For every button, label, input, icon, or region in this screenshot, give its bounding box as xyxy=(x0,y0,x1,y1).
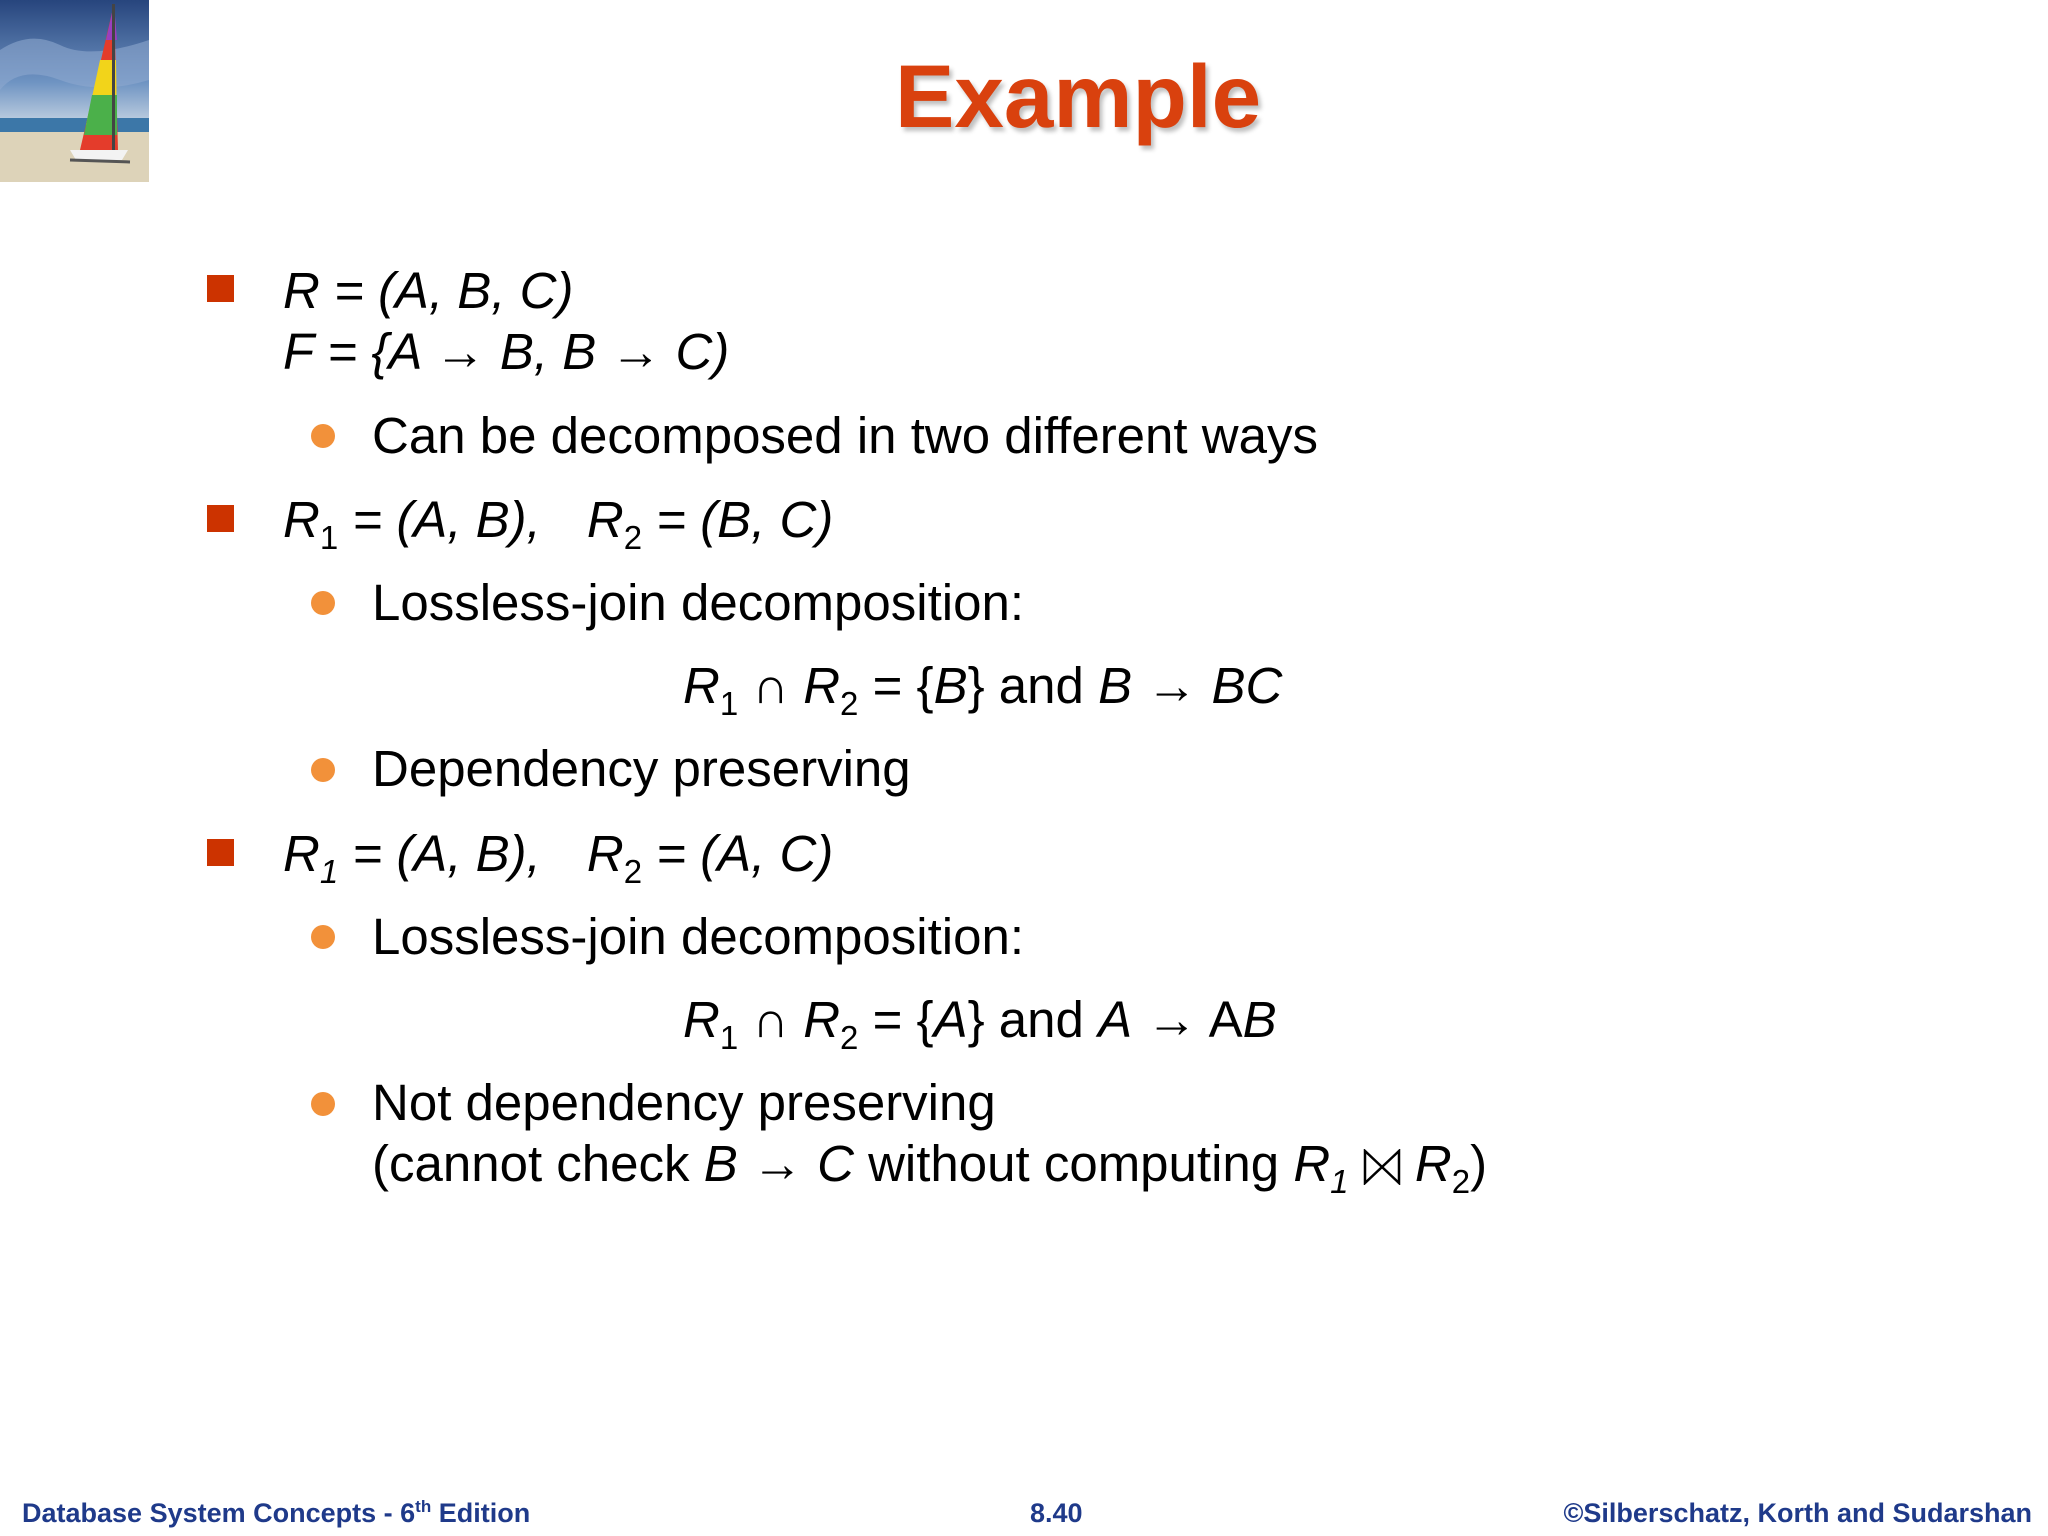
cannot-check-note: (cannot check B → C without computing $R_1$ $R_2$) xyxy=(372,1135,1488,1200)
lossless-join-label: Lossless-join decomposition: xyxy=(372,574,1024,631)
circle-bullet-icon xyxy=(311,758,335,782)
footer-slide-number: 8.40 xyxy=(1030,1498,1083,1528)
relation-definition: R = (A, B, C) xyxy=(283,262,574,319)
circle-bullet-icon xyxy=(311,1092,335,1116)
sailboat-logo xyxy=(0,0,149,182)
slide-title: Example xyxy=(895,46,1262,146)
circle-bullet-icon xyxy=(311,591,335,615)
footer-book-title: Database System Concepts - 6th Edition xyxy=(22,1497,531,1528)
lossless-join-label: Lossless-join decomposition: xyxy=(372,908,1024,965)
dependency-preserving-label: Dependency preserving xyxy=(372,740,911,797)
natural-join-icon xyxy=(1363,1142,1401,1193)
circle-bullet-icon xyxy=(311,925,335,949)
footer-copyright: ©Silberschatz, Korth and Sudarshan xyxy=(1563,1498,2032,1528)
decomposition-1: $R_1 = (A$, B), $R_2 = (B$, C) xyxy=(283,491,834,556)
lossless-join-equation: $R_1$ ∩ $R_2 = \{A\}$ and A → AB xyxy=(683,991,1277,1056)
decomposition-note: Can be decomposed in two different ways xyxy=(372,407,1318,464)
square-bullet-icon xyxy=(207,839,234,866)
square-bullet-icon xyxy=(207,275,234,302)
square-bullet-icon xyxy=(207,505,234,532)
not-dependency-preserving-label: Not dependency preserving xyxy=(372,1074,996,1131)
lossless-join-equation: $R_1$ ∩ $R_2 = \{B\}$ and B → BC xyxy=(683,657,1283,722)
dependency-set: F = {A → B, B → C) xyxy=(283,323,730,380)
circle-bullet-icon xyxy=(311,424,335,448)
decomposition-2: $R_1 = (A$, B), $R_2 = (A$, C) xyxy=(283,825,834,890)
